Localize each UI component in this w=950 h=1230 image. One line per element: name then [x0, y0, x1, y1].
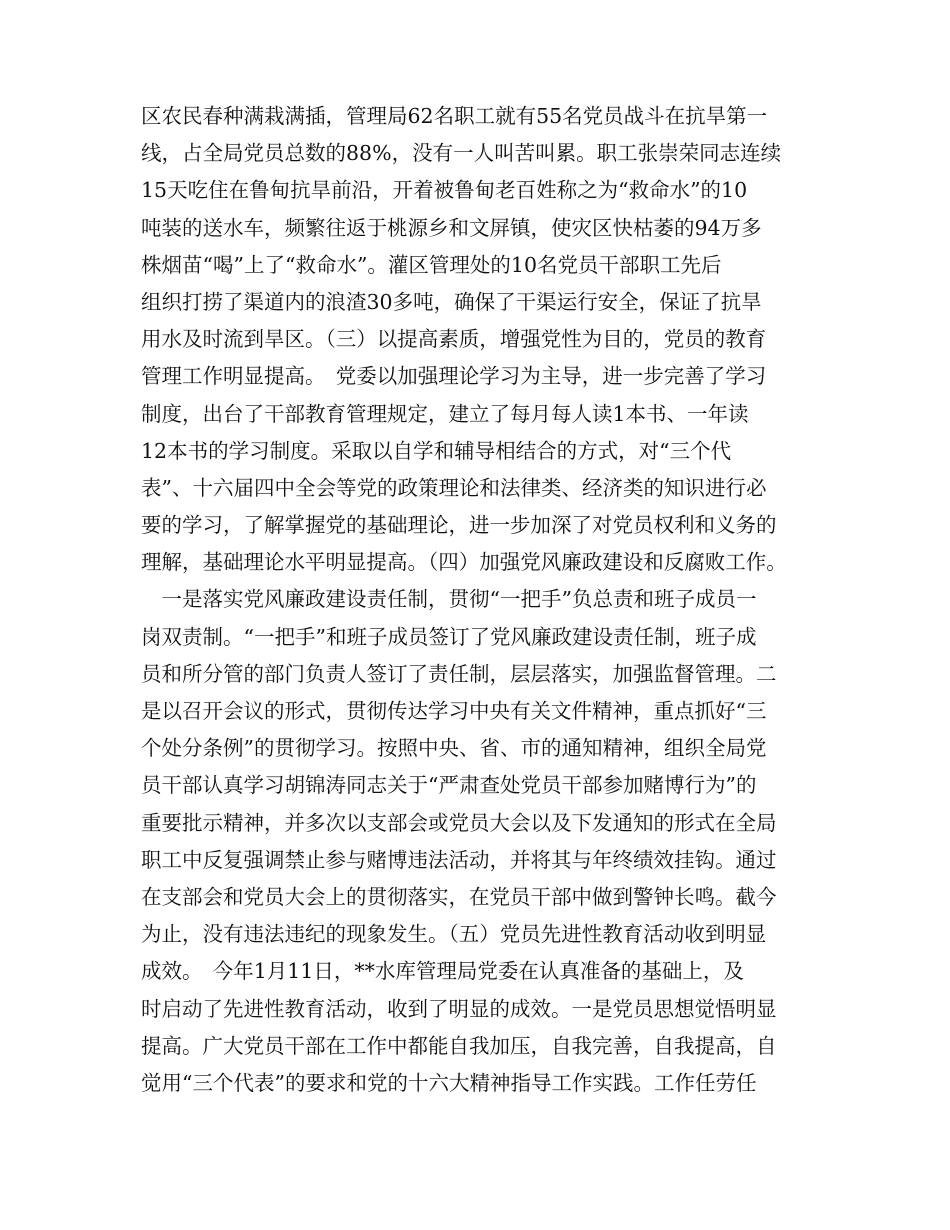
text-line: 组织打捞了渠道内的浪渣30多吨，确保了干渠运行安全，保证了抗旱 [141, 289, 762, 314]
text-line: 表”、十六届四中全会等党的政策理论和法律类、经济类的知识进行必 [141, 475, 767, 500]
text-line: 线，占全局党员总数的88%，没有一人叫苦叫累。职工张崇荣同志连续 [141, 141, 782, 166]
text-line: 职工中反复强调禁止参与赌博违法活动，并将其与年终绩效挂钩。通过 [141, 847, 777, 872]
text-line: 区农民春种满栽满插，管理局62名职工就有55名党员战斗在抗旱第一 [141, 104, 768, 128]
text-line: 是以召开会议的形式，贯彻传达学习中央有关文件精神，重点抓好“三 [141, 699, 767, 723]
text-line: 管理工作明显提高。 党委以加强理论学习为主导，进一步完善了学习 [141, 364, 767, 389]
text-line: 提高。广大党员干部在工作中都能自我加压，自我完善，自我提高，自 [141, 1033, 777, 1058]
text-line: 重要批示精神，并多次以支部会或党员大会以及下发通知的形式在全局 [141, 810, 777, 835]
text-line: 在支部会和党员大会上的贯彻落实，在党员干部中做到警钟长鸣。截今 [141, 884, 777, 909]
text-line: 觉用“三个代表”的要求和党的十六大精神指导工作实践。工作任劳任 [141, 1070, 757, 1095]
text-line: 要的学习，了解掌握党的基础理论，进一步加深了对党员权利和义务的 [141, 513, 777, 538]
text-line: 12本书的学习制度。采取以自学和辅导相结合的方式，对“三个代 [141, 438, 732, 463]
text-line: 为止，没有违法违纪的现象发生。（五）党员先进性教育活动收到明显 [141, 922, 767, 947]
text-line: 制度，出台了干部教育管理规定，建立了每月每人读1本书、一年读 [141, 401, 749, 426]
text-line: 岗双责制。“一把手”和班子成员签订了党风廉政建设责任制，班子成 [141, 624, 757, 649]
body-text [141, 98, 831, 1102]
text-line: 理解，基础理论水平明显提高。（四）加强党风廉政建设和反腐败工作。 [141, 550, 787, 575]
text-line: 员干部认真学习胡锦涛同志关于“严肃查处党员干部参加赌博行为”的 [141, 773, 757, 798]
text-line: 成效。 今年1月11日，**水库管理局党委在认真准备的基础上，及 [141, 959, 744, 984]
text-line: 吨装的送水车，频繁往返于桃源乡和文屏镇，使灾区快枯萎的94万多 [141, 215, 762, 240]
text-line: 用水及时流到旱区。（三）以提高素质，增强党性为目的，党员的教育 [141, 327, 767, 352]
text-line: 株烟苗“喝”上了“救命水”。灌区管理处的10名党员干部职工先后 [141, 252, 722, 277]
text-line: 员和所分管的部门负责人签订了责任制，层层落实，加强监督管理。二 [141, 661, 777, 686]
text-line: 一是落实党风廉政建设责任制，贯彻“一把手”负总责和班子成员一 [141, 587, 757, 612]
text-line: 时启动了先进性教育活动，收到了明显的成效。一是党员思想觉悟明显 [141, 996, 777, 1021]
text-line: 15天吃住在鲁甸抗旱前沿，开着被鲁甸老百姓称之为“救命水”的10 [141, 178, 748, 203]
text-line: 个处分条例”的贯彻学习。按照中央、省、市的通知精神，组织全局党 [141, 736, 767, 761]
